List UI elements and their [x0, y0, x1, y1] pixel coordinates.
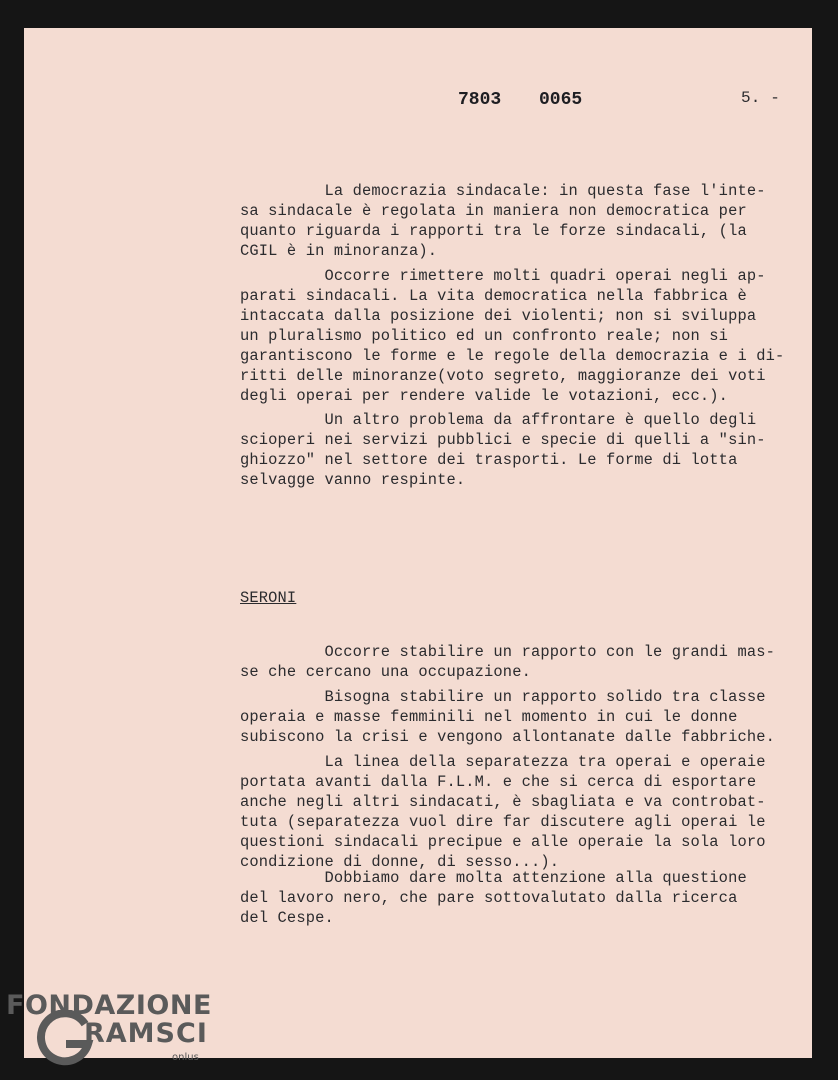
text-line: quanto riguarda i rapporti tra le forze sindacali, (la	[240, 222, 747, 240]
page-number: 5. -	[741, 89, 781, 107]
logo-line2: RAMSCI	[84, 1018, 208, 1049]
text-line: garantiscono le forme e le regole della democrazia e i di-	[240, 347, 785, 365]
text-line: sa sindacale è regolata in maniera non democratica per	[240, 202, 747, 220]
text-line: portata avanti dalla F.L.M. e che si cerca di esportare	[240, 773, 757, 791]
text-line: ritti delle minoranze(voto segreto, maggioranze dei voti	[240, 367, 766, 385]
text-line: scioperi nei servizi pubblici e specie di quelli a "sin-	[240, 431, 766, 449]
text-line: parati sindacali. La vita democratica nella fabbrica è	[240, 287, 747, 305]
text-line: Dobbiamo dare molta attenzione alla questione	[240, 869, 747, 887]
document-page	[24, 28, 812, 1058]
doc-number-a: 7803	[458, 90, 502, 110]
doc-number-b: 0065	[539, 90, 583, 110]
section-heading-seroni: SERONI	[240, 589, 297, 607]
text-line: degli operai per rendere valide le votazioni, ecc.).	[240, 387, 729, 405]
logo-onlus: onlus	[172, 1052, 199, 1063]
text-line: anche negli altri sindacati, è sbagliata e va controbat-	[240, 793, 766, 811]
text-line: se che cercano una occupazione.	[240, 663, 531, 681]
text-line: subiscono la crisi e vengono allontanate dalle fabbriche.	[240, 728, 775, 746]
text-line: questioni sindacali precipue e alle operaie la sola loro	[240, 833, 766, 851]
text-line: selvagge vanno respinte.	[240, 471, 466, 489]
text-line: del lavoro nero, che pare sottovalutato dalla ricerca	[240, 889, 738, 907]
logo-line1: FONDAZIONE	[6, 990, 212, 1021]
text-line: La linea della separatezza tra operai e operaie	[240, 753, 766, 771]
text-line: Occorre stabilire un rapporto con le grandi mas-	[240, 643, 775, 661]
text-line: Un altro problema da affrontare è quello degli	[240, 411, 757, 429]
fondazione-gramsci-logo	[6, 990, 216, 1074]
text-line: intaccata dalla posizione dei violenti; non si sviluppa	[240, 307, 757, 325]
text-line: Bisogna stabilire un rapporto solido tra classe	[240, 688, 766, 706]
text-line: tuta (separatezza vuol dire far discutere agli operai le	[240, 813, 766, 831]
text-line: CGIL è in minoranza).	[240, 242, 438, 260]
text-line: La democrazia sindacale: in questa fase l'inte-	[240, 182, 766, 200]
text-line: un pluralismo politico ed un confronto reale; non si	[240, 327, 729, 345]
text-line: Occorre rimettere molti quadri operai negli ap-	[240, 267, 766, 285]
text-line: del Cespe.	[240, 909, 334, 927]
text-line: operaia e masse femminili nel momento in cui le donne	[240, 708, 738, 726]
text-line: condizione di donne, di sesso...).	[240, 853, 560, 871]
text-line: ghiozzo" nel settore dei trasporti. Le forme di lotta	[240, 451, 738, 469]
